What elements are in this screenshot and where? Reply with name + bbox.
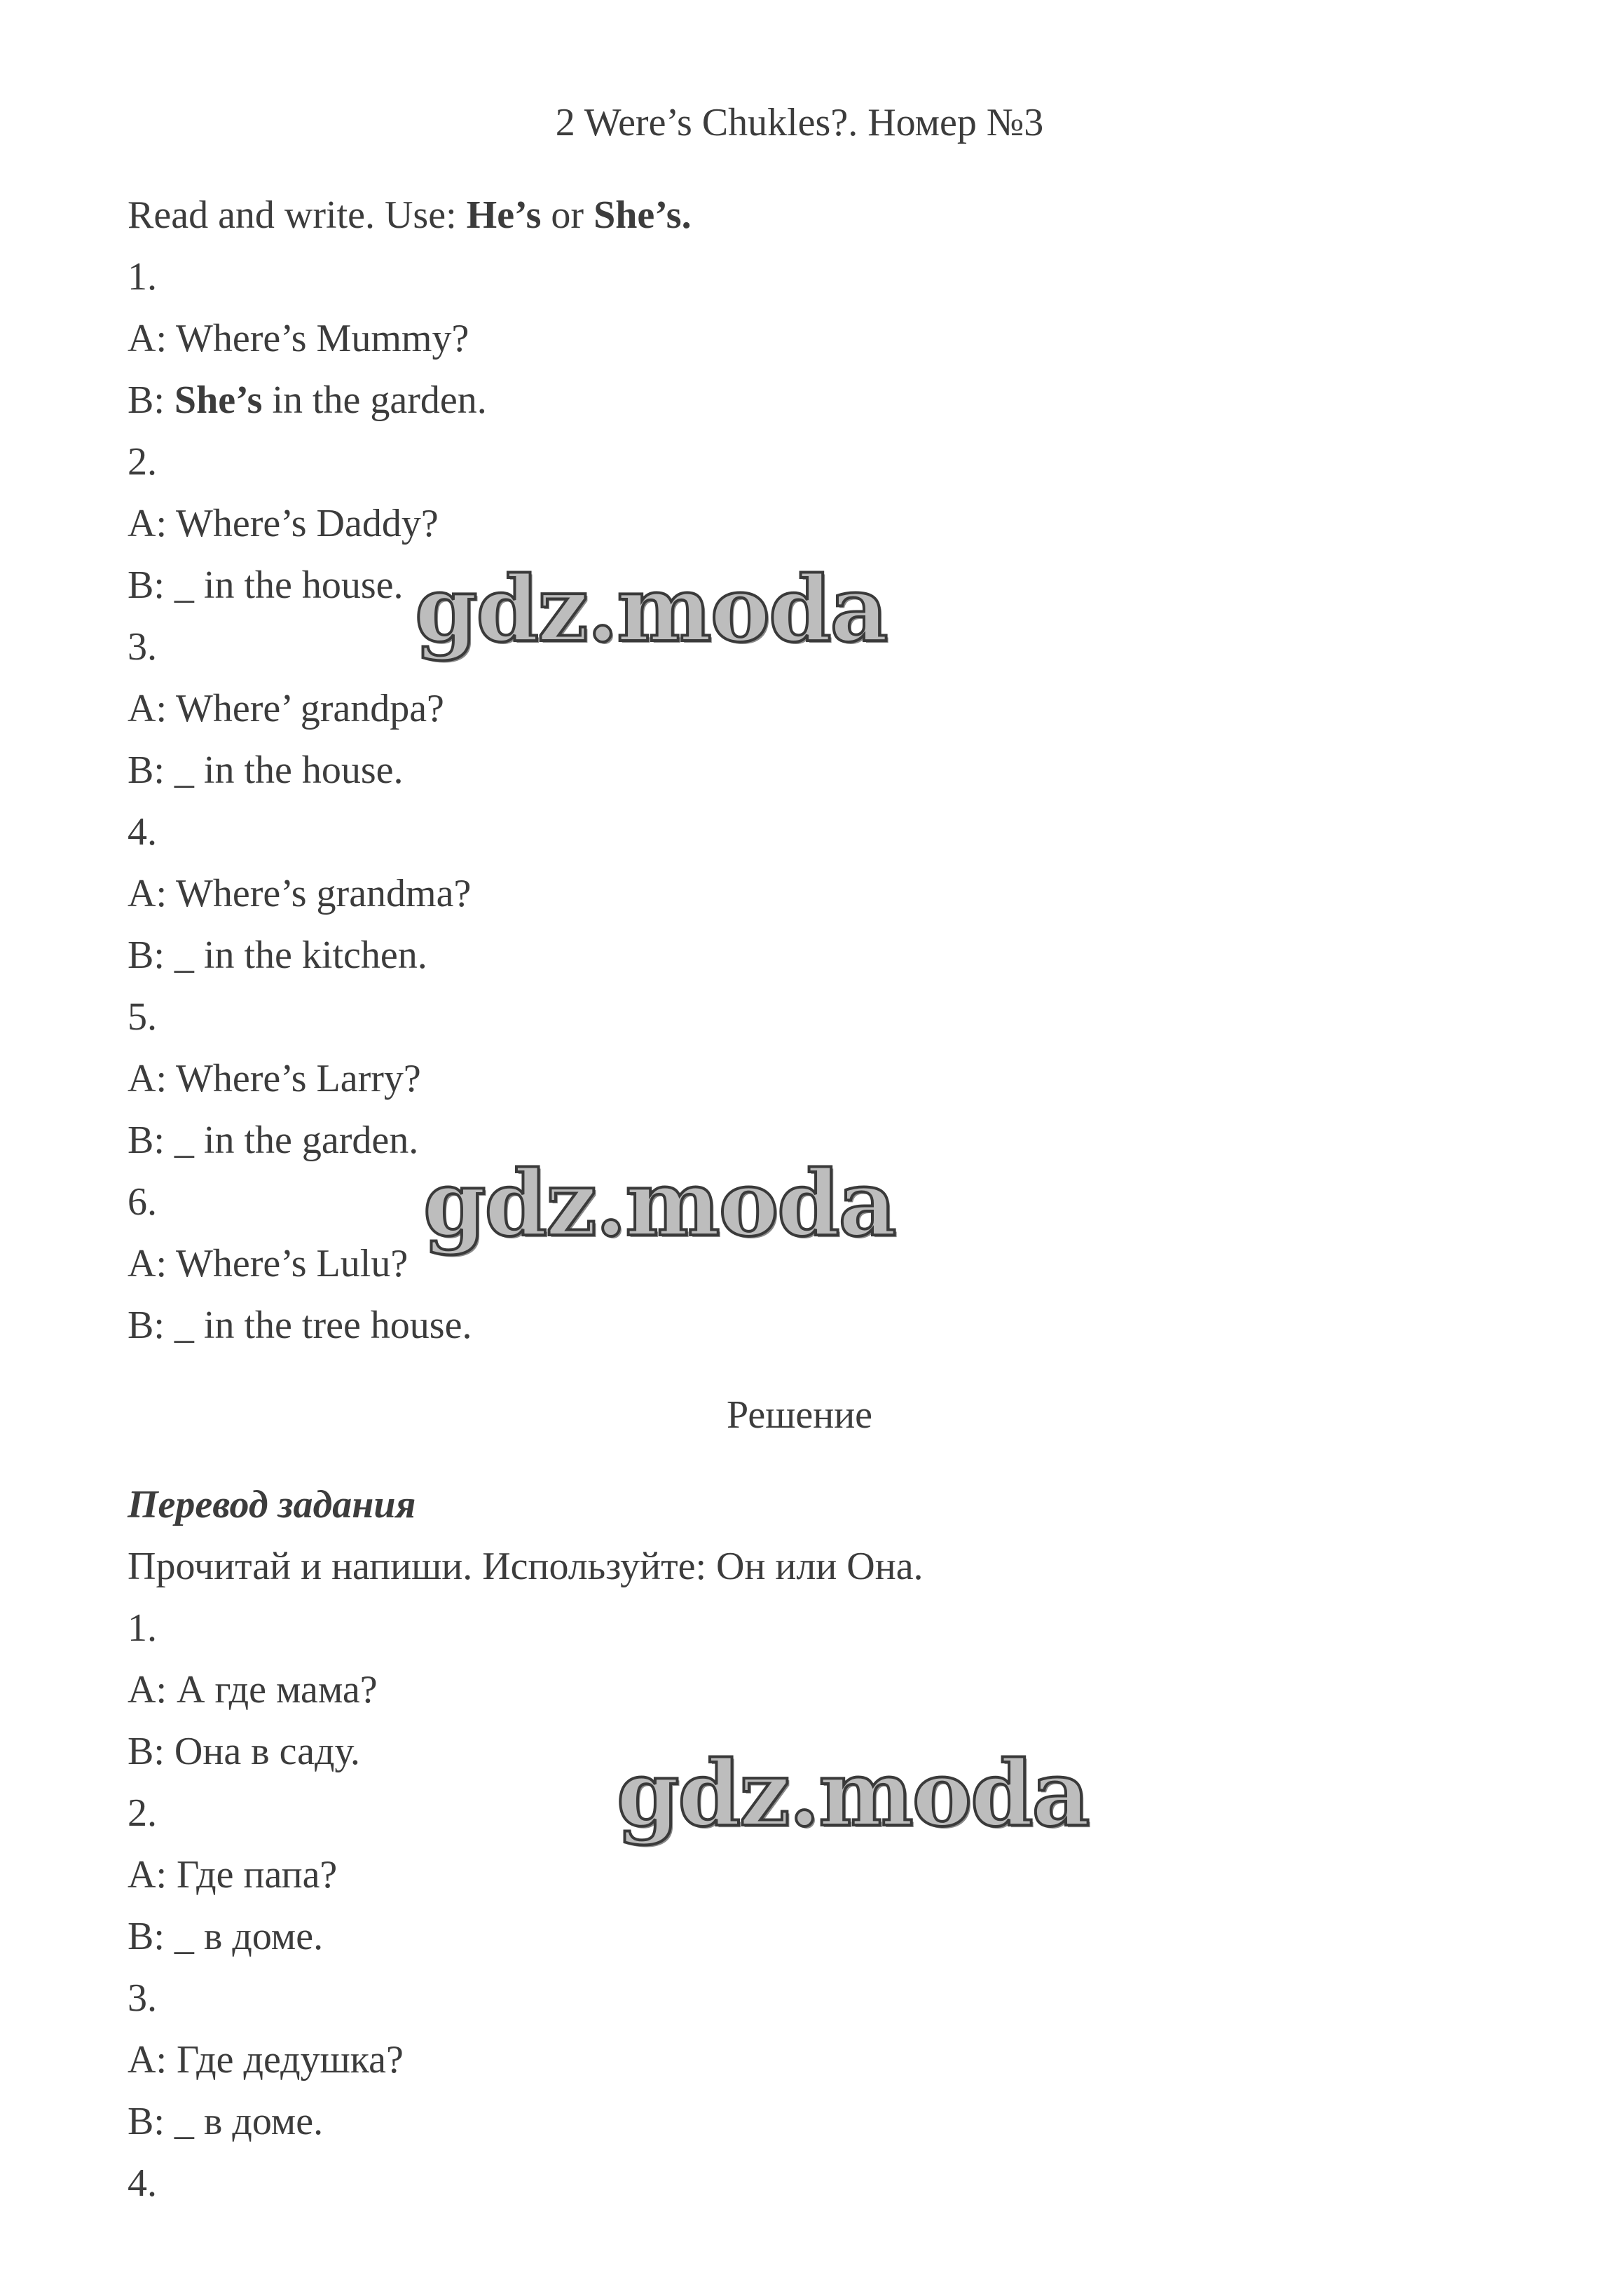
item-number: 1. [128,255,157,299]
answer-line: B: _ in the garden. [128,1119,419,1162]
answer-rest: in the garden. [262,378,487,422]
answer-example: She’s [174,378,263,422]
watermark: gdz.moda [617,1742,1089,1847]
item-number: 2. [128,1791,157,1835]
answer-line: B: _ в доме. [128,2100,324,2143]
answer-line [128,376,487,425]
page-title: 2 Were’s Chukles?. Номер №3 [555,101,1044,144]
answer-line: B: _ in the house. [128,749,404,792]
answer-prefix: B: [128,378,174,422]
task-instruction [128,191,692,240]
option-she: She’s. [593,193,692,237]
answer-line: B: Она в саду. [128,1730,360,1773]
answer-line: B: _ in the tree house. [128,1304,472,1347]
solution-heading: Решение [726,1393,873,1437]
option-he: He’s [466,193,542,237]
question-line: A: Where’s Larry? [128,1057,421,1100]
watermark: gdz.moda [415,557,887,662]
question-line: A: А где мама? [128,1668,378,1711]
item-number: 3. [128,1976,157,2020]
item-number: 4. [128,810,157,854]
item-number: 3. [128,625,157,669]
item-number: 4. [128,2161,157,2205]
question-line: A: Where’s Mummy? [128,317,469,360]
question-line: A: Where’ grandpa? [128,687,444,730]
item-number: 1. [128,1606,157,1650]
watermark: gdz.moda [423,1152,895,1257]
item-number: 6. [128,1180,157,1224]
translation-instruction: Прочитай и напиши. Используйте: Он или Она. [128,1545,924,1588]
question-line: A: Где папа? [128,1853,338,1897]
translation-heading: Перевод задания [128,1483,416,1526]
instruction-prefix: Read and write. Use: [128,193,467,237]
question-line: A: Where’s grandma? [128,872,472,915]
question-line: A: Where’s Lulu? [128,1242,409,1285]
item-number: 2. [128,440,157,484]
answer-line: B: _ in the kitchen. [128,934,427,977]
question-line: A: Where’s Daddy? [128,502,439,545]
answer-line: B: _ в доме. [128,1915,324,1958]
item-number: 5. [128,995,157,1039]
answer-line: B: _ in the house. [128,563,404,607]
instruction-or: or [541,193,594,237]
question-line: A: Где дедушка? [128,2038,404,2082]
